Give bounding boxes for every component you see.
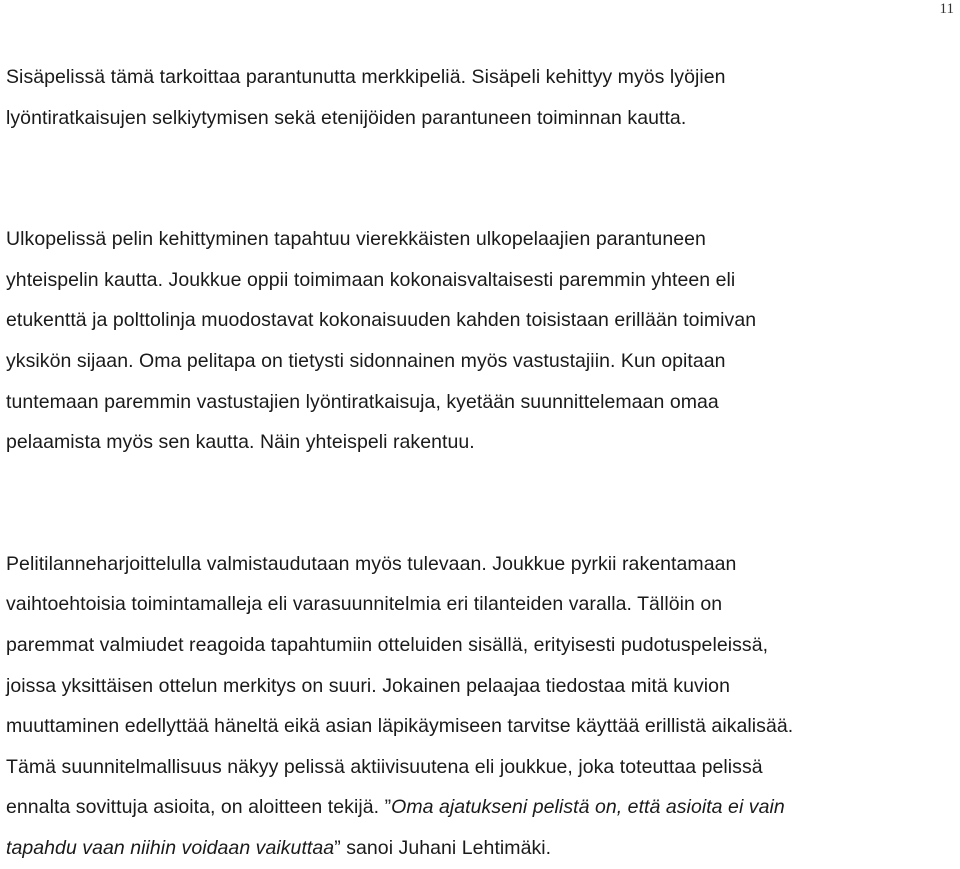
text-line: yhteispelin kautta. Joukkue oppii toimimaan kokonaisvaltaisesti paremmin yhteen eli <box>6 268 736 291</box>
text-line: Sisäpelissä tämä tarkoittaa parantunutta merkkipeliä. Sisäpeli kehittyy myös lyöjien <box>6 66 726 88</box>
text-line: tuntemaan paremmin vastustajien lyöntiratkaisuja, kyetään suunnittelemaan omaa <box>6 390 719 413</box>
text-line: Ulkopelissä pelin kehittyminen tapahtuu vierekkäisten ulkopelaajien parantuneen <box>6 228 706 251</box>
page-number: 11 <box>939 1 954 17</box>
paragraph-ulkopeli <box>6 219 952 463</box>
paragraph-sisapeli <box>6 57 952 138</box>
text-line: lyöntiratkaisujen selkiytymisen sekä etenijöiden parantuneen toiminnan kautta. <box>6 106 687 129</box>
quote-close-mark: ” <box>334 836 341 859</box>
text-line: Tämä suunnitelmallisuus näkyy pelissä aktiivisuutena eli joukkue, joka toteuttaa pelissä <box>6 755 763 778</box>
text-line: yksikön sijaan. Oma pelitapa on tietysti sidonnainen myös vastustajiin. Kun opitaan <box>6 349 726 372</box>
quote-text: tapahdu vaan niihin voidaan vaikuttaa <box>6 836 335 859</box>
text-line: joissa yksittäisen ottelun merkitys on suuri. Jokainen pelaajaa tiedostaa mitä kuvion <box>6 674 730 697</box>
text-line: paremmat valmiudet reagoida tapahtumiin otteluiden sisällä, erityisesti pudotuspeleissä, <box>6 633 769 656</box>
document-body <box>6 57 952 869</box>
text-line <box>6 787 952 828</box>
quote-open-mark: ” <box>384 796 392 819</box>
paragraph-spacer <box>6 463 952 544</box>
text-line: Pelitilanneharjoittelulla valmistaudutaan myös tulevaan. Joukkue pyrkii rakentamaan <box>6 552 737 575</box>
paragraph-spacer <box>6 138 952 219</box>
paragraph-pelitilanneharjoittelu <box>6 544 952 869</box>
text-line: muuttaminen edellyttää häneltä eikä asian läpikäymiseen tarvitse käyttää erillistä aikalisää. <box>6 715 794 738</box>
quote-text: Oma ajatukseni pelistä on, että asioita ei vain <box>391 796 785 819</box>
text-line: vaihtoehtoisia toimintamalleja eli varasuunnitelmia eri tilanteiden varalla. Tällöin on <box>6 593 723 616</box>
text-line <box>6 828 952 869</box>
attribution: sanoi Juhani Lehtimäki. <box>346 836 552 859</box>
text-line: etukenttä ja polttolinja muodostavat kokonaisuuden kahden toisistaan erillään toimivan <box>6 309 757 332</box>
plain-text: ennalta sovittuja asioita, on aloitteen tekijä. <box>6 796 380 819</box>
text-line: pelaamista myös sen kautta. Näin yhteispeli rakentuu. <box>6 431 475 454</box>
